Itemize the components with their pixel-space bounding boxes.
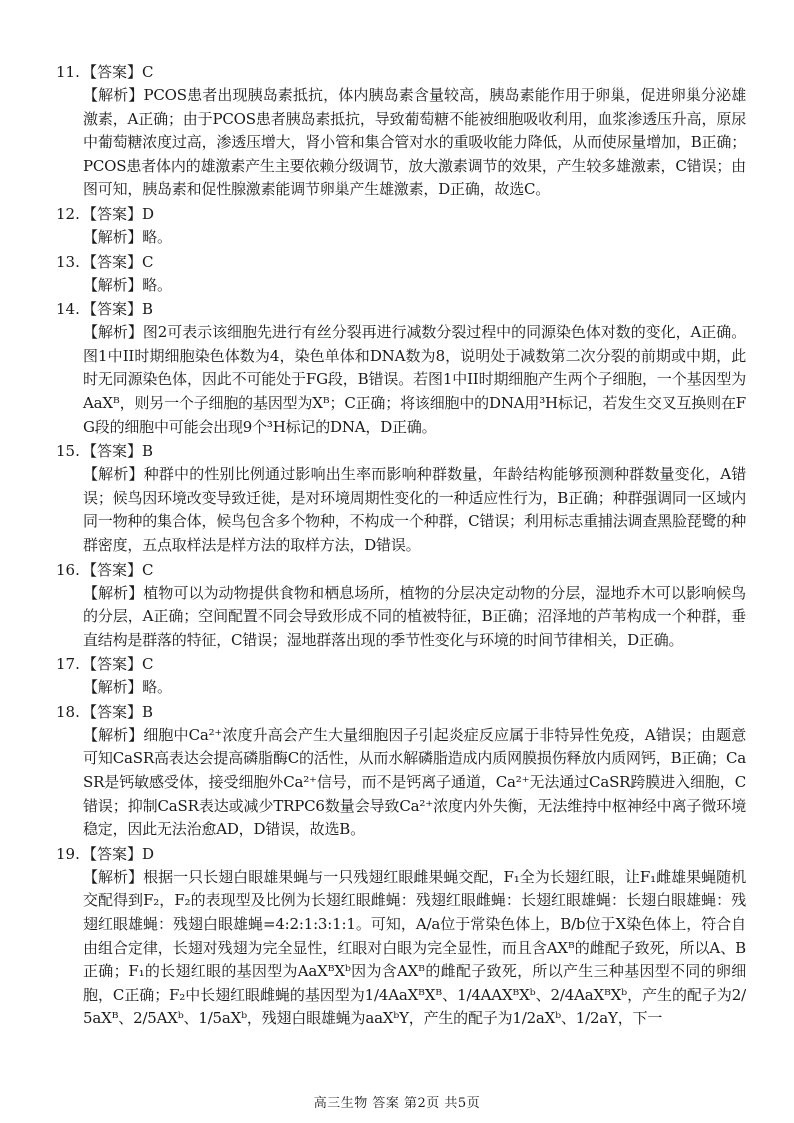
question-15 (56, 439, 746, 557)
question-number: 15. (56, 442, 80, 461)
explanation-text: 略。 (142, 227, 172, 246)
question-number: 17. (56, 655, 80, 674)
question-12 (56, 202, 746, 250)
explanation-label: 【解析】 (83, 678, 143, 697)
question-number: 16. (56, 560, 80, 579)
question-number: 13. (56, 252, 80, 271)
explanation-label: 【解析】 (83, 465, 144, 484)
answer-text: 【答案】C (82, 63, 154, 81)
page-footer: 高三生物 答案 第2页 共5页 (313, 1096, 481, 1111)
explanation-label: 【解析】 (83, 725, 144, 744)
explanation-label: 【解析】 (83, 867, 144, 886)
answer-text: 【答案】C (82, 655, 154, 674)
explanation-text: 略。 (142, 678, 172, 697)
answer-text: 【答案】C (82, 252, 154, 271)
answer-text: 【答案】D (82, 844, 155, 863)
explanation (56, 866, 746, 1031)
answer-list (56, 60, 746, 1031)
answer-line (56, 652, 746, 676)
answer-text: 【答案】B (82, 702, 154, 721)
answer-text: 【答案】B (82, 300, 154, 319)
question-number: 11. (56, 63, 80, 81)
explanation-text: PCOS患者出现胰岛素抵抗，体内胰岛素含量较高，胰岛素能作用于卵巢，促进卵巢分泌雄激素，A正确；由于PCOS患者胰岛素抵抗，导致葡萄糖不能被细胞吸收利用，血浆渗透压升高，原尿中葡萄糖浓度过高，渗透压增大，肾小管和集合管对水的重吸收能力降低，从而使尿量增加，B正确；PCOS患者体内的雄激素产生主要依赖分级调节，放大激素调节的效果，产生较多雄激素，C错误；由图可知，胰岛素和促性腺激素能调节卵巢产生雄激素，D正确，故选C。 (83, 86, 747, 199)
explanation-text: 植物可以为动物提供食物和栖息场所，植物的分层决定动物的分层，湿地乔木可以影响候鸟的分层，A正确；空间配置不同会导致形成不同的植被特征，B正确；沼泽地的芦苇构成一个种群，垂直结构是群落的特征，C错误；湿地群落出现的季节性变化与环境的时间节律相关，D正确。 (83, 583, 746, 649)
question-number: 12. (56, 204, 80, 223)
explanation-text: 图2可表示该细胞先进行有丝分裂再进行减数分裂过程中的同源染色体对数的变化，A正确。图1中II时期细胞染色体数为4，染色单体和DNA数为8，说明处于减数第二次分裂的前期或中期，此时无同源染色体，因此不可能处于FG段，B错误。若图1中II时期细胞产生两个子细胞，一个基因型为AaXᴮ，则另一个子细胞的基因型为Xᴮ；C正确；将该细胞中的DNA用³H标记，若发生交叉互换则在FG段的细胞中可能会出现9个³H标记的DNA，D正确。 (83, 323, 747, 436)
explanation (56, 676, 746, 700)
question-number: 14. (56, 300, 80, 319)
answer-text: 【答案】B (82, 442, 154, 461)
answer-line (56, 250, 746, 274)
answer-line (56, 558, 746, 582)
question-13 (56, 250, 746, 298)
explanation-text: 根据一只长翅白眼雄果蝇与一只残翅红眼雌果蝇交配，F₁全为长翅红眼，让F₁雌雄果蝇随机交配得到F₂，F₂的表现型及比例为长翅红眼雌蝇：残翅红眼雌蝇：长翅红眼雄蝇：长翅白眼雄蝇：残翅红眼雄蝇：残翅白眼雄蝇=4:2:1:3:1:1。可知，A/a位于常染色体上，B/b位于X染色体上，符合自由组合定律，长翅对残翅为完全显性，红眼对白眼为完全显性，而且含AXᴮ的雌配子致死，所以A、B正确；F₁的长翅红眼的基因型为AaXᴮXᵇ因为含AXᴮ的雌配子致死，所以产生三种基因型不同的卵细胞，C正确；F₂中长翅红眼雌蝇的基因型为1/4AaXᴮXᴮ、1/4AAXᴮXᵇ、2/4AaXᴮXᵇ，产生的配子为2/5aXᴮ、2/5AXᵇ、1/5aXᵇ，残翅白眼雄蝇为aaXᵇY，产生的配子为1/2aXᵇ、1/2aY，下一 (83, 867, 746, 1028)
answer-line (56, 60, 746, 84)
explanation-label: 【解析】 (83, 323, 143, 342)
explanation (56, 582, 746, 653)
explanation (56, 226, 746, 250)
explanation-text: 略。 (142, 275, 172, 294)
explanation-text: 细胞中Ca²⁺浓度升高会产生大量细胞因子引起炎症反应属于非特异性免疫，A错误；由题意可知CaSR高表达会提高磷脂酶C的活性，从而水解磷脂造成内质网膜损伤释放内质网钙，B正确；CaSR是钙敏感受体，接受细胞外Ca²⁺信号，而不是钙离子通道，Ca²⁺无法通过CaSR跨膜进入细胞，C错误；抑制CaSR表达或减少TRPC6数量会导致Ca²⁺浓度内外失衡，无法维持中枢神经中离子微环境稳定，因此无法治愈AD，D错误，故选B。 (83, 725, 746, 839)
question-18 (56, 700, 746, 842)
question-19 (56, 842, 746, 1031)
explanation-label: 【解析】 (83, 275, 143, 294)
answer-text: 【答案】D (82, 204, 155, 223)
question-17 (56, 652, 746, 700)
question-11 (56, 60, 746, 202)
question-number: 19. (56, 844, 80, 863)
explanation-label: 【解析】 (83, 86, 144, 104)
question-14 (56, 297, 746, 439)
explanation (56, 274, 746, 298)
explanation (56, 463, 746, 557)
explanation (56, 84, 746, 202)
explanation (56, 321, 746, 439)
explanation-label: 【解析】 (83, 583, 144, 602)
explanation (56, 724, 746, 842)
answer-line (56, 202, 746, 226)
answer-line (56, 439, 746, 463)
explanation-label: 【解析】 (83, 227, 143, 246)
explanation-text: 种群中的性别比例通过影响出生率而影响种群数量，年龄结构能够预测种群数量变化，A错误；候鸟因环境改变导致迁徙，是对环境周期性变化的一种适应性行为，B正确；种群强调同一区域内同一物种的集合体，候鸟包含多个物种，不构成一个种群，C错误；利用标志重捕法调查黑脸琵鹭的种群密度，五点取样法是样方法的取样方法，D错误。 (83, 465, 746, 554)
answer-text: 【答案】C (82, 560, 154, 579)
question-number: 18. (56, 702, 80, 721)
answer-line (56, 700, 746, 724)
answer-line (56, 842, 746, 866)
question-16 (56, 558, 746, 653)
answer-line (56, 297, 746, 321)
